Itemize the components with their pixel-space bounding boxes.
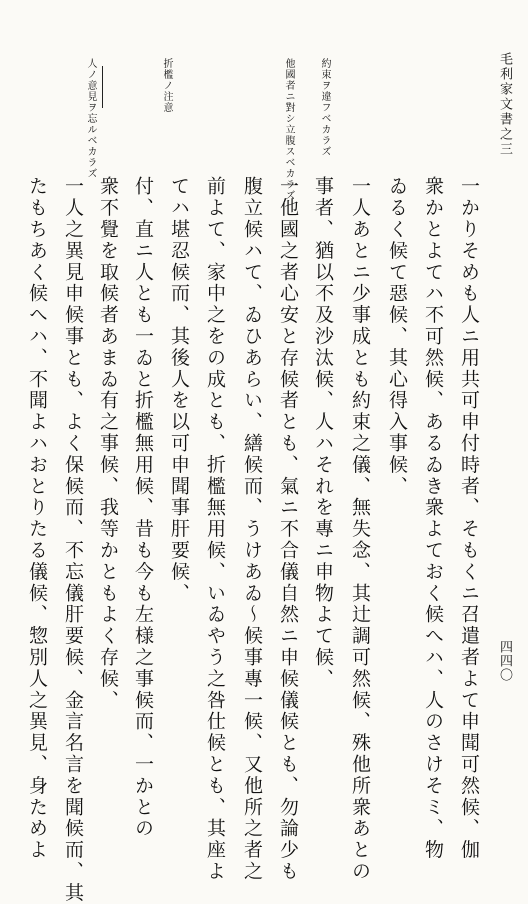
text-column-11: 衆不覺を取候者あまゐ有之事候、我等かともよく存候、 [97,176,119,711]
text-column-12: 一人之異見申候事とも、よく保候而、不忘儀肝要候、金言名言を聞候而、其 [62,176,84,904]
text-column-8: 前よて、家中之をの成とも、折檻無用候、いゐやう之咎仕候とも、其座よ [204,176,226,883]
text-column-13: たもちあく候へハ、不聞よハおとりたる儀候、惣別人之異見、身ためよ [26,176,48,861]
margin-note-divider [102,66,103,108]
margin-note-promise: 約束ヲ違フベカラズ [319,58,330,157]
text-column-4: 一人あとニ少事成とも約束之儀、無失念、其辻調可然候、殊他所衆あとの [349,176,371,883]
text-column-1: 一かりそめも人ニ用共可申付時者、そもくニ召遣者よて申聞可然候、伽 [458,176,480,861]
running-header-title: 毛利家文書之三 [497,52,512,157]
text-column-5: 事者、猶以不及沙汰候、人ハそれを專ニ申物よて候、 [312,176,334,690]
margin-note-punishment: 折檻ノ注意 [161,58,172,113]
margin-note-anger: 他國者ニ對シ立腹スベカラズ [283,58,294,201]
text-column-10: 付、直ニ人とも一ゐと折檻無用候、昔も今も左様之事候而、一かとの [132,176,154,840]
page-number: 四四〇 [497,640,512,682]
text-column-2: 衆かとよてハ不可然候、あるゐき衆よておく候へハ、人のさけそミ、物 [422,176,444,861]
text-column-6: 一他國之者心安と存候者とも、氣ニ不合儀自然ニ申候儀候とも、勿論少も [277,176,299,883]
text-column-7: 腹立候ハて、ゐひあらい、繕候而、うけあゐ～候事專一候、又他所之者之 [241,176,263,883]
margin-note-advice: 人ノ意見ヲ忘ルベカラズ [85,58,96,179]
text-column-3: ゐるく候て惡候、其心得入事候、 [386,176,408,497]
text-column-9: てハ堪忍候而、其後人を以可申聞事肝要候、 [168,176,190,604]
